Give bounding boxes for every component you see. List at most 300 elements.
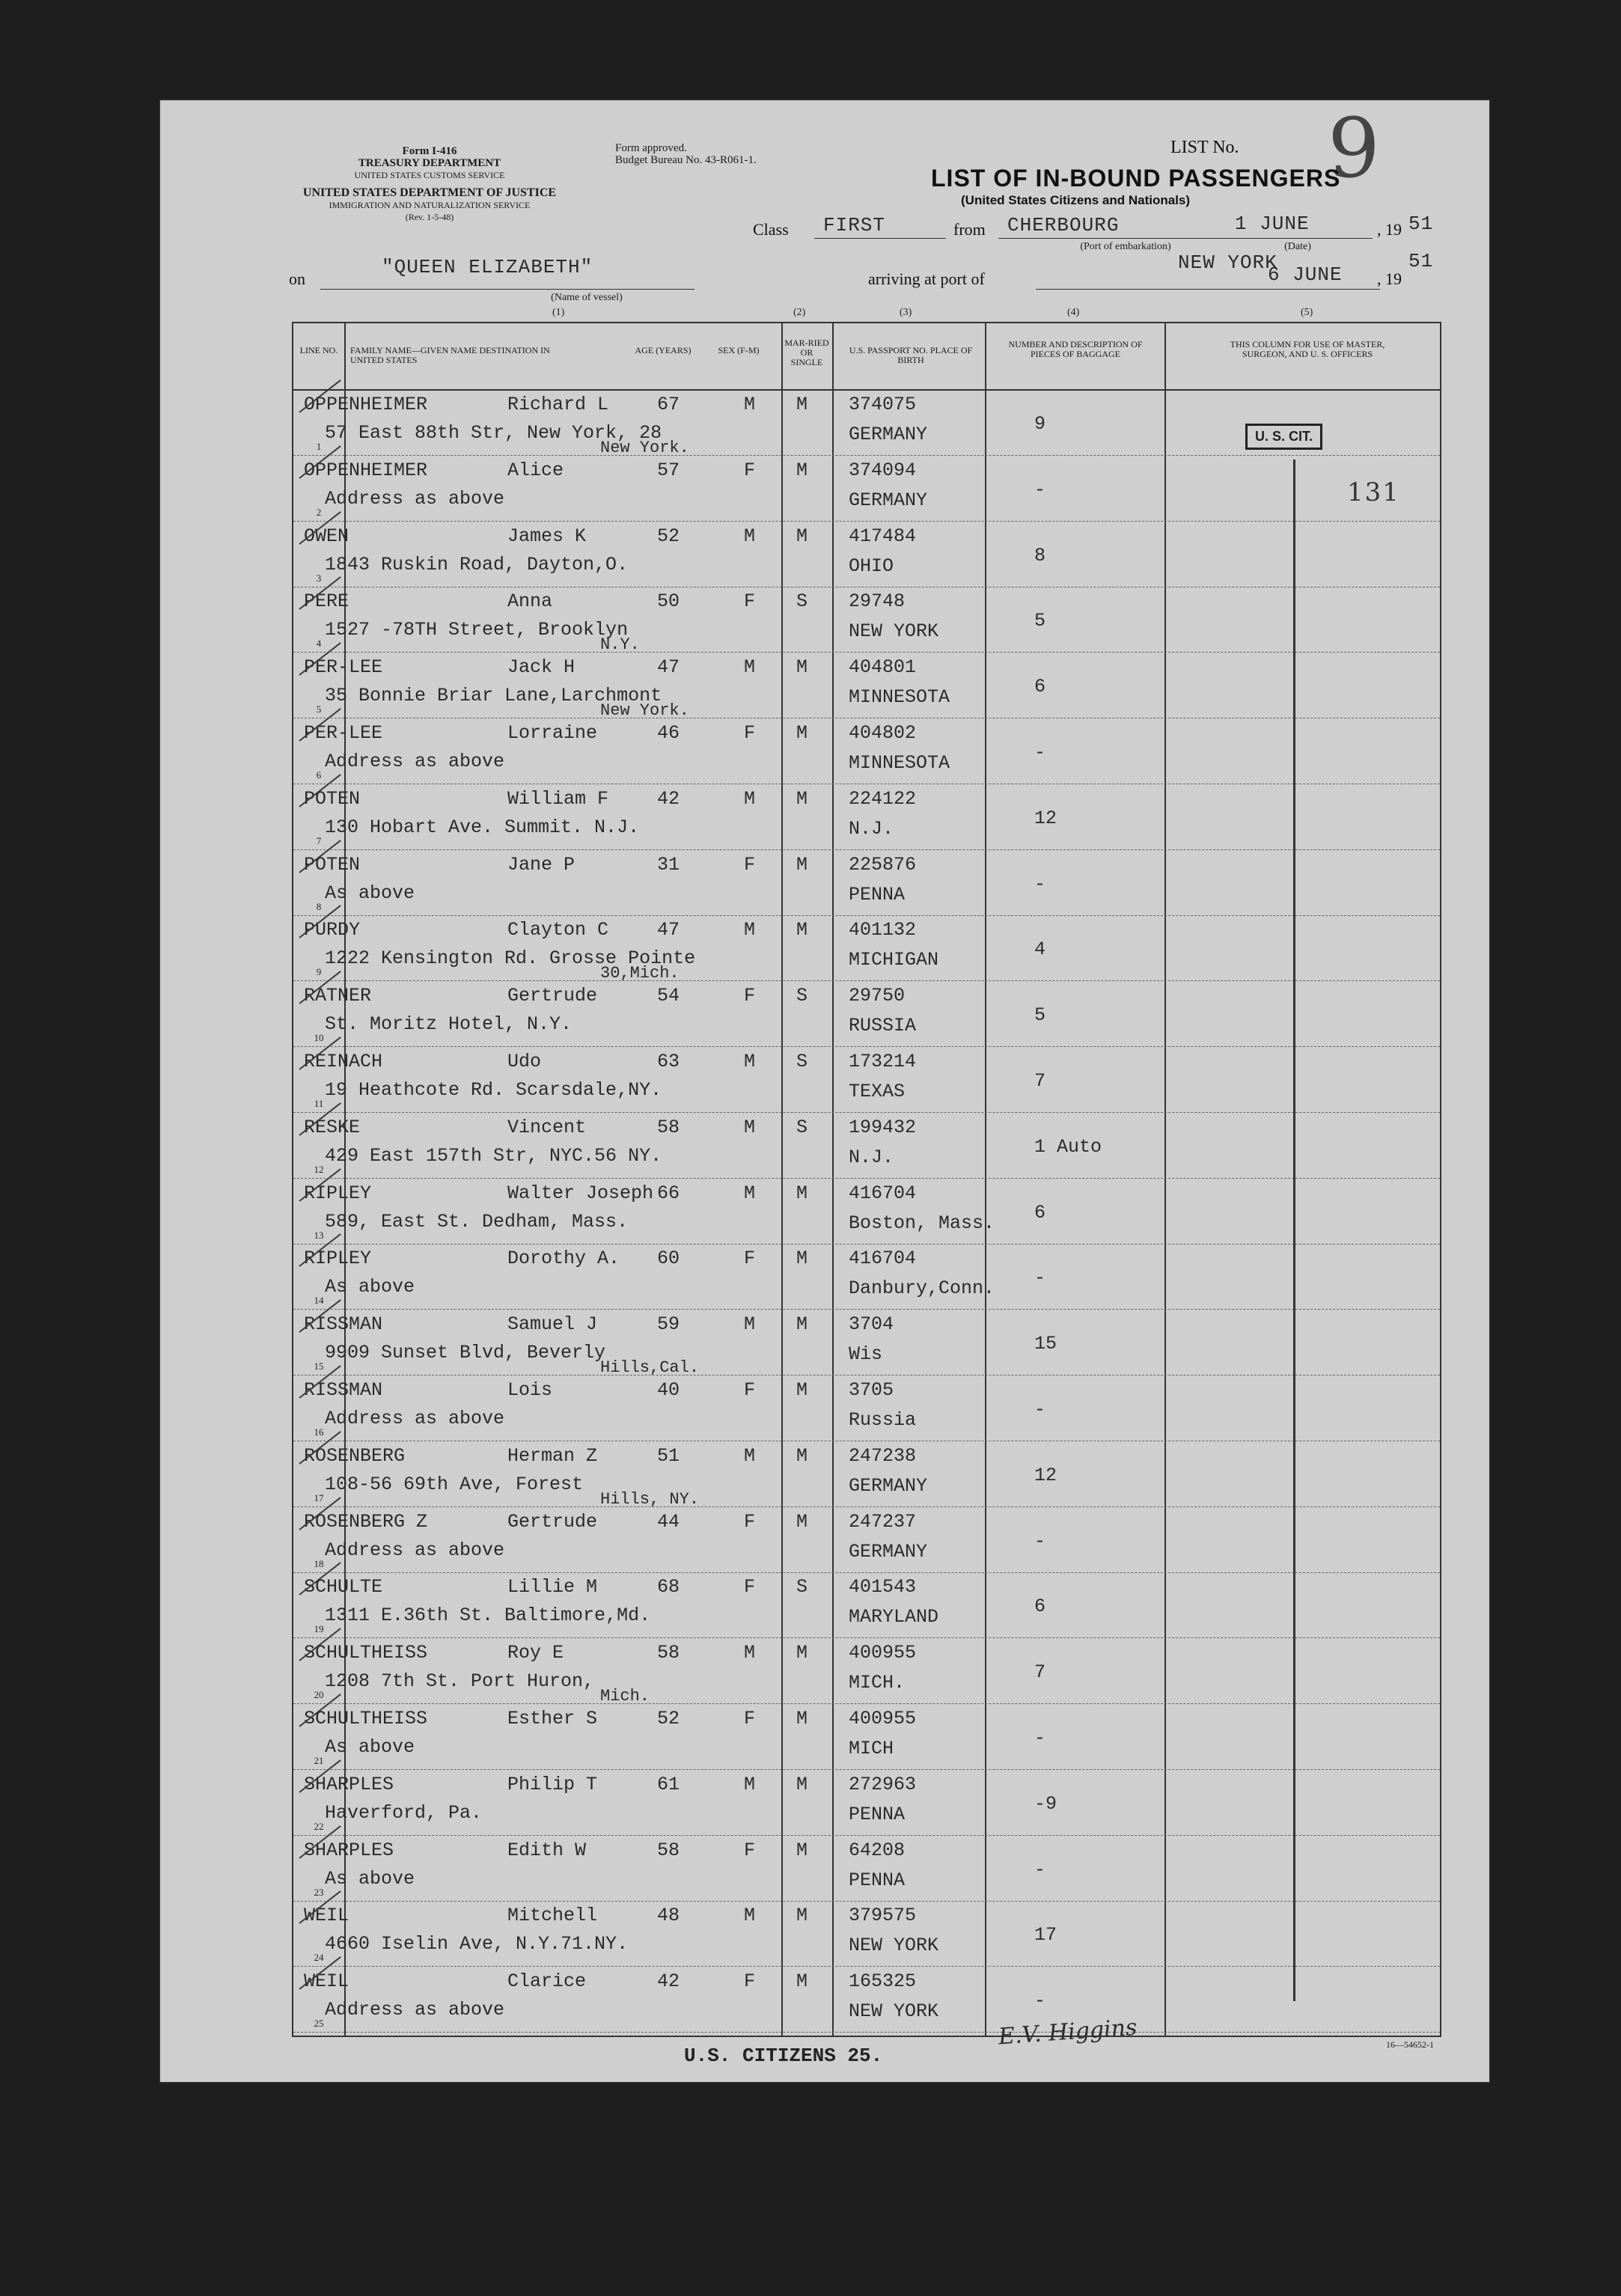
destination-address: As above <box>325 1867 415 1890</box>
class-label: Class <box>753 220 789 239</box>
destination-address: St. Moritz Hotel, N.Y. <box>325 1013 573 1036</box>
family-name: REINACH <box>304 1051 383 1072</box>
embark-year: 51 <box>1408 213 1434 235</box>
place-of-birth: N.J. <box>849 1146 894 1168</box>
given-name: James K <box>507 525 587 547</box>
column-number: (2) <box>793 307 806 318</box>
passport-number: 29750 <box>849 985 906 1007</box>
passport-number: 3705 <box>849 1379 894 1401</box>
given-name: Herman Z <box>507 1444 598 1467</box>
form-id-block <box>325 145 534 181</box>
passport-number: 225876 <box>849 853 917 876</box>
age: 47 <box>657 656 680 679</box>
col-header-line-no: LINE NO. <box>299 345 338 355</box>
age: 52 <box>657 525 680 547</box>
class-underline <box>814 238 946 239</box>
passport-number: 374075 <box>849 394 917 415</box>
given-name: Philip T <box>507 1773 598 1795</box>
line-number: 5 <box>316 703 322 715</box>
destination-address: Address as above <box>325 751 505 772</box>
given-name: Roy E <box>507 1642 564 1664</box>
family-name: PER-LEE <box>304 656 383 679</box>
destination-address: 57 East 88th Str, New York, 28 <box>325 422 662 444</box>
age: 47 <box>657 919 680 941</box>
marital-status: M <box>796 1313 808 1336</box>
age: 58 <box>657 1116 680 1138</box>
destination-address: 35 Bonnie Briar Lane,Larchmont <box>325 685 662 707</box>
from-label: from <box>953 220 986 239</box>
col-header-officers: THIS COLUMN FOR USE OF MASTER, SURGEON, AND U. S. OFFICERS <box>1230 339 1385 359</box>
marital-status: M <box>796 1773 808 1795</box>
destination-address: 1843 Ruskin Road, Dayton,O. <box>325 553 629 575</box>
baggage-count: 9 <box>1034 413 1046 435</box>
family-name: PER-LEE <box>304 722 383 744</box>
marital-status: M <box>796 722 808 744</box>
sex: M <box>744 919 756 941</box>
table-row <box>293 1508 1440 1573</box>
sex: F <box>744 1839 756 1861</box>
age: 61 <box>657 1773 680 1795</box>
passport-number: 165325 <box>849 1970 917 1993</box>
sex: F <box>744 985 756 1007</box>
table-row <box>293 1705 1440 1770</box>
form-id: Form I-416 <box>402 145 457 157</box>
table-row <box>293 522 1440 587</box>
passport-number: 417484 <box>849 525 917 547</box>
justice-block <box>287 187 572 223</box>
given-name: Jane P <box>507 853 576 876</box>
marital-status: M <box>796 1708 808 1729</box>
given-name: Richard L <box>507 394 609 415</box>
destination-address: As above <box>325 1276 415 1298</box>
col-header-passport: U.S. PASSPORT NO. PLACE OF BIRTH <box>849 345 973 365</box>
sex: M <box>744 1905 756 1927</box>
baggage-count: 5 <box>1034 610 1046 632</box>
destination-address: 9909 Sunset Blvd, Beverly <box>325 1342 606 1364</box>
destination-address: As above <box>325 1736 415 1758</box>
table-row <box>293 916 1440 981</box>
given-name: Clayton C <box>507 919 609 941</box>
passport-number: 64208 <box>849 1839 906 1861</box>
family-name: PURDY <box>304 919 361 941</box>
arriving-label: arriving at port of <box>868 269 985 288</box>
destination-address: 1527 -78TH Street, Brooklyn <box>325 619 629 641</box>
line-number: 19 <box>314 1623 324 1635</box>
destination-address-cont: New York. <box>600 701 689 721</box>
table-row <box>293 982 1440 1047</box>
age: 31 <box>657 853 680 876</box>
table-row <box>293 785 1440 850</box>
table-row <box>293 1442 1440 1507</box>
destination-address: 130 Hobart Ave. Summit. N.J. <box>325 816 640 838</box>
sex: M <box>744 1051 756 1072</box>
family-name: SCHULTHEISS <box>304 1642 428 1664</box>
line-number: 22 <box>314 1820 324 1832</box>
sex: F <box>744 590 756 613</box>
sex: F <box>744 853 756 876</box>
class-value: FIRST <box>823 214 886 236</box>
passport-number: 374094 <box>849 459 917 481</box>
family-name: PERE <box>304 590 349 613</box>
passport-number: 404802 <box>849 722 917 744</box>
passport-number: 29748 <box>849 590 906 613</box>
passport-number: 247238 <box>849 1444 917 1467</box>
place-of-birth: GERMANY <box>849 1540 928 1563</box>
table-row <box>293 1376 1440 1441</box>
baggage-count: - <box>1034 1727 1046 1749</box>
place-of-birth: GERMANY <box>849 489 928 511</box>
print-code: 16—54652-1 <box>1386 2039 1434 2050</box>
citizen-total: U.S. CITIZENS 25. <box>684 2045 883 2067</box>
sex: M <box>744 1444 756 1467</box>
place-of-birth: Boston, Mass. <box>849 1212 995 1234</box>
table-row <box>293 1048 1440 1113</box>
destination-address-cont: Mich. <box>600 1687 650 1706</box>
line-number: 4 <box>316 638 322 650</box>
citizen-stamp: U. S. CIT. <box>1245 424 1322 450</box>
age: 67 <box>657 394 680 415</box>
sex: M <box>744 787 756 810</box>
passenger-table <box>292 322 1441 2037</box>
destination-address: Address as above <box>325 1539 505 1561</box>
passport-number: 400955 <box>849 1642 917 1664</box>
manifest-page <box>160 100 1489 2082</box>
marital-status: M <box>796 1510 808 1533</box>
age: 60 <box>657 1248 680 1270</box>
place-of-birth: GERMANY <box>849 1474 928 1497</box>
marital-status: M <box>796 1248 808 1270</box>
line-number: 1 <box>316 441 322 452</box>
table-row <box>293 1771 1440 1836</box>
sex: F <box>744 722 756 744</box>
line-number: 6 <box>316 769 322 781</box>
given-name: Clarice <box>507 1970 587 1993</box>
given-name: Gertrude <box>507 1510 598 1533</box>
marital-status: M <box>796 919 808 941</box>
family-name: SHARPLES <box>304 1839 394 1861</box>
table-row <box>293 1837 1440 1902</box>
table-row <box>293 1902 1440 1967</box>
line-number: 15 <box>314 1361 324 1373</box>
sex: F <box>744 1248 756 1270</box>
sex: F <box>744 459 756 481</box>
table-body <box>293 391 1440 2036</box>
age: 57 <box>657 459 680 481</box>
line-number: 13 <box>314 1229 324 1241</box>
table-row <box>293 851 1440 916</box>
embark-port: CHERBOURG <box>1007 214 1120 236</box>
family-name: RESKE <box>304 1116 361 1138</box>
sex: F <box>744 1970 756 1993</box>
given-name: Alice <box>507 459 564 481</box>
line-number: 17 <box>314 1492 324 1503</box>
table-row <box>293 1179 1440 1245</box>
line-number: 20 <box>314 1689 324 1701</box>
baggage-count: 7 <box>1034 1661 1046 1684</box>
age: 42 <box>657 1970 680 1993</box>
arrival-underline <box>1036 289 1380 290</box>
destination-address-cont: Hills, NY. <box>600 1489 700 1509</box>
age: 54 <box>657 985 680 1007</box>
table-row <box>293 1114 1440 1179</box>
baggage-count: - <box>1034 1399 1046 1420</box>
place-of-birth: PENNA <box>849 883 906 906</box>
passport-number: 272963 <box>849 1773 917 1795</box>
table-row <box>293 719 1440 784</box>
citizen-bracket-line <box>1293 459 1295 2001</box>
col-header-age: AGE (YEARS) <box>635 345 692 355</box>
destination-address: 19 Heathcote Rd. Scarsdale,NY. <box>325 1079 662 1101</box>
list-no-value: 9 <box>1328 100 1380 196</box>
col-header-married: MAR-RIED OR SINGLE <box>784 338 829 367</box>
line-number: 23 <box>314 1886 324 1898</box>
age: 63 <box>657 1051 680 1072</box>
arrival-date: 6 JUNE <box>1268 263 1343 286</box>
sex: M <box>744 1116 756 1138</box>
row-divider <box>293 2032 1440 2033</box>
given-name: Anna <box>507 590 553 613</box>
marital-status: S <box>796 985 808 1007</box>
baggage-count: -9 <box>1034 1792 1057 1815</box>
passport-number: 401132 <box>849 919 917 941</box>
given-name: Lois <box>507 1379 553 1401</box>
line-number: 10 <box>314 1032 324 1044</box>
given-name: William F <box>507 787 609 810</box>
passport-number: 199432 <box>849 1116 917 1138</box>
destination-address: 429 East 157th Str, NYC.56 NY. <box>325 1144 662 1167</box>
given-name: Esther S <box>507 1708 598 1729</box>
destination-address: 589, East St. Dedham, Mass. <box>325 1210 629 1233</box>
place-of-birth: NEW YORK <box>849 620 939 643</box>
age: 51 <box>657 1444 680 1467</box>
marital-status: M <box>796 656 808 679</box>
age: 48 <box>657 1905 680 1927</box>
list-no-label: LIST No. <box>1170 138 1239 157</box>
passport-number: 416704 <box>849 1182 917 1204</box>
col-header-name: FAMILY NAME—GIVEN NAME DESTINATION IN UNITED STATES <box>350 345 550 365</box>
line-number: 21 <box>314 1755 324 1766</box>
family-name: SCHULTE <box>304 1576 383 1599</box>
destination-address-cont: Hills,Cal. <box>600 1358 700 1378</box>
arrival-port: NEW YORK <box>1178 251 1277 274</box>
baggage-count: 6 <box>1034 1201 1046 1224</box>
line-number: 14 <box>314 1295 324 1307</box>
destination-address: Address as above <box>325 1999 505 2021</box>
marital-status: M <box>796 1379 808 1401</box>
passport-number: 416704 <box>849 1248 917 1270</box>
table-row <box>293 1573 1440 1638</box>
place-of-birth: Danbury,Conn. <box>849 1277 995 1300</box>
sex: M <box>744 1313 756 1336</box>
line-number: 12 <box>314 1163 324 1175</box>
sex: F <box>744 1510 756 1533</box>
family-name: RISSMAN <box>304 1379 383 1401</box>
destination-address: Haverford, Pa. <box>325 1801 483 1824</box>
destination-address: 108-56 69th Ave, Forest <box>325 1473 584 1495</box>
approved-label: Form approved. <box>615 142 687 154</box>
age: 66 <box>657 1182 680 1204</box>
family-name: RIPLEY <box>304 1248 372 1270</box>
place-of-birth: Wis <box>849 1343 883 1366</box>
baggage-count: 12 <box>1034 807 1057 829</box>
place-of-birth: MICH <box>849 1738 894 1759</box>
on-label: on <box>289 269 305 288</box>
given-name: Edith W <box>507 1839 587 1861</box>
table-row <box>293 653 1440 721</box>
passport-number: 400955 <box>849 1708 917 1729</box>
age: 68 <box>657 1576 680 1599</box>
destination-address: Address as above <box>325 1408 505 1429</box>
baggage-count: - <box>1034 1858 1046 1881</box>
age: 50 <box>657 590 680 613</box>
destination-address-cont: New York. <box>600 439 689 457</box>
treasury-label: TREASURY DEPARTMENT <box>358 157 501 169</box>
given-name: Samuel J <box>507 1313 598 1336</box>
given-name: Udo <box>507 1051 542 1072</box>
date-underline <box>1223 238 1373 239</box>
arrival-year: 51 <box>1408 250 1434 272</box>
age: 52 <box>657 1708 680 1729</box>
family-name: ROSENBERG Z <box>304 1510 428 1533</box>
baggage-count: - <box>1034 873 1046 895</box>
destination-address: 4660 Iselin Ave, N.Y.71.NY. <box>325 1933 629 1955</box>
line-number: 25 <box>314 2018 324 2030</box>
sex: M <box>744 1182 756 1204</box>
column-number: (3) <box>900 307 912 318</box>
place-of-birth: MICHIGAN <box>849 949 939 971</box>
family-name: SHARPLES <box>304 1773 394 1795</box>
budget-label: Budget Bureau No. 43-R061-1. <box>615 154 757 166</box>
embark-date: 1 JUNE <box>1235 213 1310 235</box>
family-name: RIPLEY <box>304 1182 372 1204</box>
marital-status: M <box>796 787 808 810</box>
col-header-baggage: NUMBER AND DESCRIPTION OF PIECES OF BAGGAGE <box>1008 339 1143 359</box>
sex: F <box>744 1708 756 1729</box>
age: 40 <box>657 1379 680 1401</box>
baggage-count: - <box>1034 1530 1046 1552</box>
rev-label: (Rev. 1-5-48) <box>405 212 454 222</box>
baggage-count: 8 <box>1034 544 1046 567</box>
place-of-birth: PENNA <box>849 1803 906 1825</box>
ins-label: IMMIGRATION AND NATURALIZATION SERVICE <box>329 200 531 210</box>
family-name: OPPENHEIMER <box>304 394 428 415</box>
table-row <box>293 1967 1440 2033</box>
baggage-count: 12 <box>1034 1464 1057 1486</box>
table-row <box>293 587 1440 653</box>
place-of-birth: PENNA <box>849 1869 906 1891</box>
table-row <box>293 1245 1440 1310</box>
marital-status: M <box>796 459 808 481</box>
customs-label: UNITED STATES CUSTOMS SERVICE <box>354 170 505 180</box>
vessel-name: "QUEEN ELIZABETH" <box>382 256 593 278</box>
officer-signature: E.V. Higgins <box>998 2014 1138 2051</box>
line-number: 8 <box>316 900 322 912</box>
line-number: 3 <box>316 572 322 584</box>
baggage-count: - <box>1034 742 1046 763</box>
sex: F <box>744 1576 756 1599</box>
family-name: RISSMAN <box>304 1313 383 1336</box>
baggage-count: 1 Auto <box>1034 1135 1102 1158</box>
passport-number: 173214 <box>849 1051 917 1072</box>
passport-number: 247237 <box>849 1510 917 1533</box>
given-name: Lorraine <box>507 722 598 744</box>
baggage-count: 4 <box>1034 938 1046 961</box>
age: 58 <box>657 1839 680 1861</box>
place-of-birth: NEW YORK <box>849 1935 939 1957</box>
passport-number: 404801 <box>849 656 917 679</box>
line-number: 24 <box>314 1952 324 1964</box>
family-name: OPPENHEIMER <box>304 459 428 481</box>
family-name: POTEN <box>304 853 361 876</box>
table-row <box>293 457 1440 522</box>
marital-status: M <box>796 1182 808 1204</box>
baggage-count: 6 <box>1034 1596 1046 1618</box>
sex: M <box>744 525 756 547</box>
baggage-count: - <box>1034 478 1046 501</box>
page-title: LIST OF IN-BOUND PASSENGERS <box>931 165 1341 192</box>
family-name: WEIL <box>304 1970 349 1993</box>
official-count: 131 <box>1347 477 1400 507</box>
table-row <box>293 1310 1440 1376</box>
sex: M <box>744 394 756 415</box>
embark-caption: (Port of embarkation) <box>1080 241 1171 252</box>
passport-number: 401543 <box>849 1576 917 1599</box>
line-number: 7 <box>316 834 322 846</box>
destination-address-cont: N.Y. <box>600 635 640 655</box>
given-name: Lillie M <box>507 1576 598 1599</box>
place-of-birth: RUSSIA <box>849 1015 917 1037</box>
column-number: (4) <box>1067 307 1080 318</box>
sex: M <box>744 1773 756 1795</box>
year-prefix: , 19 <box>1377 220 1402 239</box>
age: 44 <box>657 1510 680 1533</box>
place-of-birth: MINNESOTA <box>849 752 950 774</box>
family-name: POTEN <box>304 787 361 810</box>
place-of-birth: OHIO <box>849 555 894 577</box>
family-name: WEIL <box>304 1905 349 1927</box>
arrival-year-prefix: , 19 <box>1377 269 1402 288</box>
col-header-sex: SEX (F-M) <box>718 345 760 355</box>
given-name: Vincent <box>507 1116 587 1138</box>
place-of-birth: TEXAS <box>849 1081 906 1102</box>
family-name: ROSENBERG <box>304 1444 406 1467</box>
marital-status: M <box>796 1905 808 1927</box>
sex: F <box>744 1379 756 1401</box>
place-of-birth: NEW YORK <box>849 2000 939 2023</box>
marital-status: S <box>796 1051 808 1072</box>
family-name: SCHULTHEISS <box>304 1708 428 1729</box>
passport-number: 3704 <box>849 1313 894 1336</box>
destination-address: 1222 Kensington Rd. Grosse Pointe <box>325 947 696 970</box>
family-name: OWEN <box>304 525 349 547</box>
marital-status: M <box>796 1970 808 1993</box>
given-name: Gertrude <box>507 985 598 1007</box>
line-number: 18 <box>314 1557 324 1569</box>
destination-address-cont: 30,Mich. <box>600 964 680 983</box>
place-of-birth: MINNESOTA <box>849 686 950 709</box>
given-name: Mitchell <box>507 1905 598 1927</box>
baggage-count: - <box>1034 1267 1046 1289</box>
passport-number: 224122 <box>849 787 917 810</box>
column-number: (1) <box>552 307 565 318</box>
baggage-count: - <box>1034 1990 1046 2012</box>
vessel-underline <box>320 289 695 290</box>
marital-status: M <box>796 1642 808 1664</box>
marital-status: M <box>796 525 808 547</box>
sex: M <box>744 656 756 679</box>
given-name: Dorothy A. <box>507 1248 620 1270</box>
destination-address: 1208 7th St. Port Huron, <box>325 1670 595 1693</box>
